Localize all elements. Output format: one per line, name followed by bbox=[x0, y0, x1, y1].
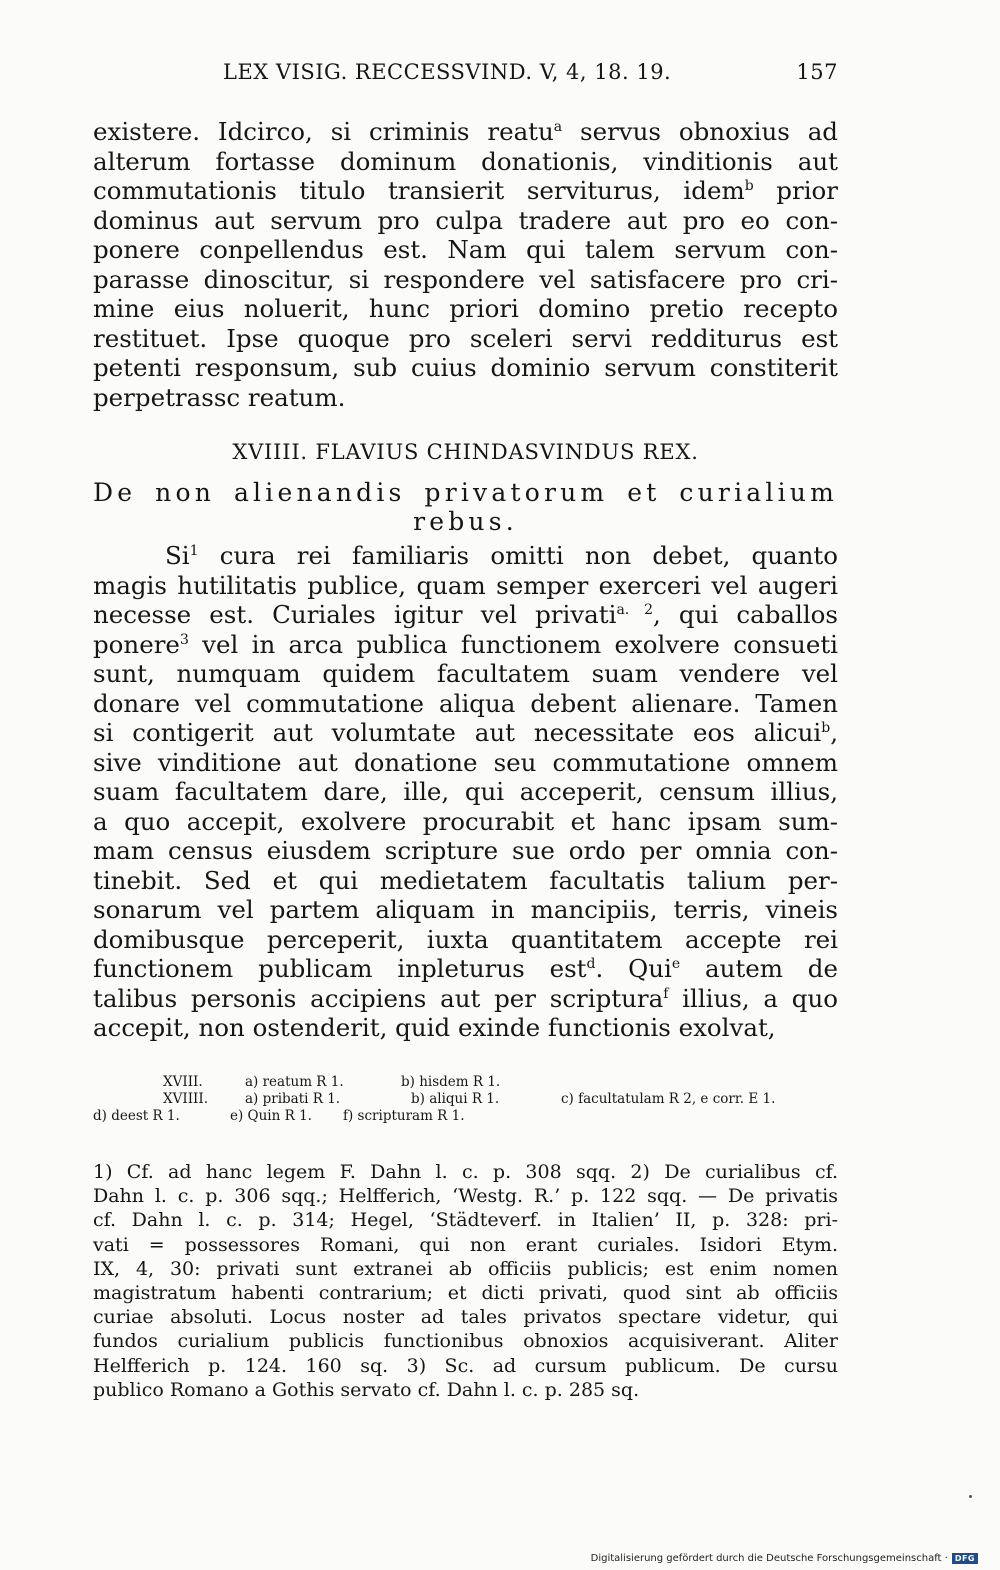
text-segment: servus obnoxius ad bbox=[562, 117, 838, 146]
text-segment: dominus aut servum pro culpa tradere aut pro eo con- bbox=[93, 205, 838, 235]
text-segment: perpetrassc reatum. bbox=[93, 382, 346, 412]
footnote-line: vati = possessores Romani, qui non erant curiales. Isidori Etym. bbox=[93, 1233, 838, 1256]
footnote-marker: b bbox=[821, 719, 831, 736]
footnote-line: curiae absoluti. Locus noster ad tales privatos spectare videtur, qui bbox=[93, 1306, 838, 1329]
text-line bbox=[93, 176, 838, 206]
footnote-line: Dahn l. c. p. 306 sqq.; Helfferich, ‘Westg. R.’ p. 122 sqq. — De privatis bbox=[93, 1185, 838, 1208]
footnote-marker: 1 bbox=[189, 542, 199, 559]
text-segment: commutationis titulo transierit serviturus, idem bbox=[93, 176, 745, 205]
text-segment: illius, a quo bbox=[668, 983, 838, 1013]
text-line bbox=[93, 954, 838, 984]
apparatus-entry: c) facultatulam R 2, e corr. E 1. bbox=[561, 1091, 776, 1107]
text-segment: a quo accepit, exolvere procurabit et hanc ipsam sum- bbox=[93, 806, 838, 836]
text-segment: alterum fortasse dominum donationis, vinditionis aut bbox=[93, 146, 838, 176]
text-line bbox=[93, 324, 838, 354]
text-line bbox=[93, 866, 838, 896]
text-line bbox=[93, 571, 838, 601]
apparatus-entry: b) hisdem R 1. bbox=[401, 1074, 501, 1090]
dfg-logo: DFG bbox=[952, 1553, 978, 1564]
text-line bbox=[93, 718, 838, 748]
text-segment: sunt, numquam quidem facultatem suam vendere vel bbox=[93, 659, 838, 688]
text-segment: prior bbox=[753, 176, 838, 205]
text-segment: donare vel commutatione aliqua debent alienare. Tamen bbox=[93, 688, 838, 718]
text-line bbox=[93, 206, 838, 236]
text-segment: talibus personis accipiens aut per scriptura bbox=[93, 983, 664, 1013]
text-segment: , bbox=[830, 718, 838, 747]
text-line bbox=[93, 117, 838, 147]
text-line bbox=[93, 294, 838, 324]
footnote-marker: b bbox=[744, 177, 754, 194]
text-segment: restituet. Ipse quoque pro sceleri servi redditurus est bbox=[93, 323, 838, 353]
apparatus-entry: d) deest R 1. bbox=[93, 1108, 180, 1124]
margin-mark bbox=[969, 1495, 972, 1498]
text-line bbox=[93, 777, 838, 807]
footnote-line: publico Romano a Gothis servato cf. Dahn l. c. p. 285 sq. bbox=[93, 1378, 640, 1401]
footnotes bbox=[93, 1160, 838, 1402]
text-segment: petenti responsum, sub cuius dominio servum constiterit bbox=[93, 353, 838, 382]
text-line bbox=[93, 807, 838, 837]
footnote-line: Helfferich p. 124. 160 sq. 3) Sc. ad cursum publicum. De cursu bbox=[93, 1354, 838, 1377]
text-segment: accepit, non ostenderit, quid exinde functionis exolvat, bbox=[93, 1013, 776, 1042]
text-segment: ponere bbox=[93, 629, 180, 659]
running-header bbox=[93, 60, 838, 92]
footnote-marker: f bbox=[663, 985, 669, 1002]
text-segment: cura rei familiaris omitti non debet, quanto bbox=[198, 541, 838, 570]
text-segment: mine eius noluerit, hunc priori domino pretio recepto bbox=[93, 294, 838, 323]
text-segment: sonarum vel partem aliquam in mancipiis, terris, vineis bbox=[93, 895, 838, 924]
text-line bbox=[93, 147, 838, 177]
text-segment: , qui caballos bbox=[652, 600, 838, 629]
text-line bbox=[93, 265, 838, 295]
text-segment: parasse dinoscitur, si respondere vel satisfacere pro cri- bbox=[93, 264, 838, 294]
apparatus-entry: a) reatum R 1. bbox=[245, 1074, 344, 1090]
text-line bbox=[93, 925, 838, 955]
text-line bbox=[93, 659, 838, 689]
law-title bbox=[93, 478, 838, 536]
text-segment: Si bbox=[165, 541, 190, 570]
text-line bbox=[93, 383, 838, 413]
apparatus-entry: e) Quin R 1. bbox=[230, 1108, 312, 1124]
text-line bbox=[93, 1013, 838, 1043]
text-line bbox=[93, 748, 838, 778]
text-line bbox=[93, 600, 838, 630]
text-segment: tinebit. Sed et qui medietatem facultatis talium per- bbox=[93, 865, 838, 895]
text-segment: domibusque perceperit, iuxta quantitatem accepte rei bbox=[93, 924, 838, 954]
text-segment: sive vinditione aut donatione seu commutatione omnem bbox=[93, 747, 838, 777]
footnote-line: magistratum habenti contrarium; et dicti privati, quod sint ab officiis bbox=[93, 1281, 838, 1304]
footnote-line: fundos curialium publicis functionibus obnoxios acquisiverant. Aliter bbox=[93, 1330, 838, 1353]
apparatus-entry: b) aliqui R 1. bbox=[411, 1091, 500, 1107]
law-title-line: rebus. bbox=[413, 507, 518, 536]
apparatus-line bbox=[93, 1091, 838, 1108]
text-segment: autem de bbox=[680, 954, 838, 983]
text-segment: vel in arca publica functionem exolvere consueti bbox=[188, 629, 838, 659]
text-line bbox=[93, 235, 838, 265]
law-text-continued bbox=[93, 117, 838, 412]
law-text bbox=[93, 541, 838, 1043]
footnote-marker: e bbox=[671, 955, 681, 972]
credit-text: Digitalisierung gefördert durch die Deutsche Forschungsgemeinschaft · bbox=[590, 1553, 948, 1564]
text-segment: . Qui bbox=[595, 954, 672, 983]
text-segment: suam facultatem dare, ille, qui acceperit, censum illius, bbox=[93, 777, 838, 806]
apparatus-entry: XVIIII. bbox=[163, 1091, 208, 1107]
law-title-line: De non alienandis privatorum et curialium bbox=[93, 478, 838, 507]
text-line bbox=[93, 689, 838, 719]
text-segment: ponere conpellendus est. Nam qui talem servum con- bbox=[93, 235, 838, 264]
text-line bbox=[93, 630, 838, 660]
footnote-marker: d bbox=[586, 955, 596, 972]
footnote-line: cf. Dahn l. c. p. 314; Hegel, ‘Städteverf. in Italien’ II, p. 328: pri- bbox=[93, 1209, 838, 1232]
text-segment: necesse est. Curiales igitur vel privati bbox=[93, 600, 617, 629]
apparatus-entry: XVIII. bbox=[163, 1074, 203, 1090]
text-line bbox=[93, 836, 838, 866]
apparatus-line bbox=[93, 1108, 838, 1125]
apparatus-line bbox=[93, 1074, 838, 1091]
text-line bbox=[93, 895, 838, 925]
footnote-marker: a. 2 bbox=[616, 601, 653, 618]
text-segment: magis hutilitatis publice, quam semper exerceri vel augeri bbox=[93, 570, 838, 600]
running-title: LEX VISIG. RECCESSVIND. V, 4, 18. 19. bbox=[223, 60, 672, 84]
text-line bbox=[93, 984, 838, 1014]
text-line bbox=[93, 541, 838, 571]
text-line bbox=[93, 353, 838, 383]
footnote-marker: a bbox=[553, 118, 563, 135]
footnote-line: IX, 4, 30: privati sunt extranei ab officiis publicis; est enim nomen bbox=[93, 1257, 838, 1280]
law-heading: XVIIII. FLAVIUS CHINDASVINDUS REX. bbox=[232, 440, 699, 464]
apparatus-entry: a) pribati R 1. bbox=[245, 1091, 341, 1107]
footnote-line: 1) Cf. ad hanc legem F. Dahn l. c. p. 308 sqq. 2) De curialibus cf. bbox=[93, 1161, 838, 1183]
critical-apparatus bbox=[93, 1074, 838, 1125]
text-segment: mam census eiusdem scripture sue ordo per omnia con- bbox=[93, 836, 838, 865]
footnote-marker: 3 bbox=[179, 631, 189, 648]
text-segment: existere. Idcirco, si criminis reatu bbox=[93, 117, 554, 146]
text-segment: functionem publicam inpleturus est bbox=[93, 954, 587, 983]
digitization-credit bbox=[591, 1553, 978, 1564]
apparatus-entry: f) scripturam R 1. bbox=[343, 1108, 465, 1124]
text-segment: si contigerit aut volumtate aut necessitate eos alicui bbox=[93, 718, 822, 747]
page-number: 157 bbox=[796, 60, 838, 84]
